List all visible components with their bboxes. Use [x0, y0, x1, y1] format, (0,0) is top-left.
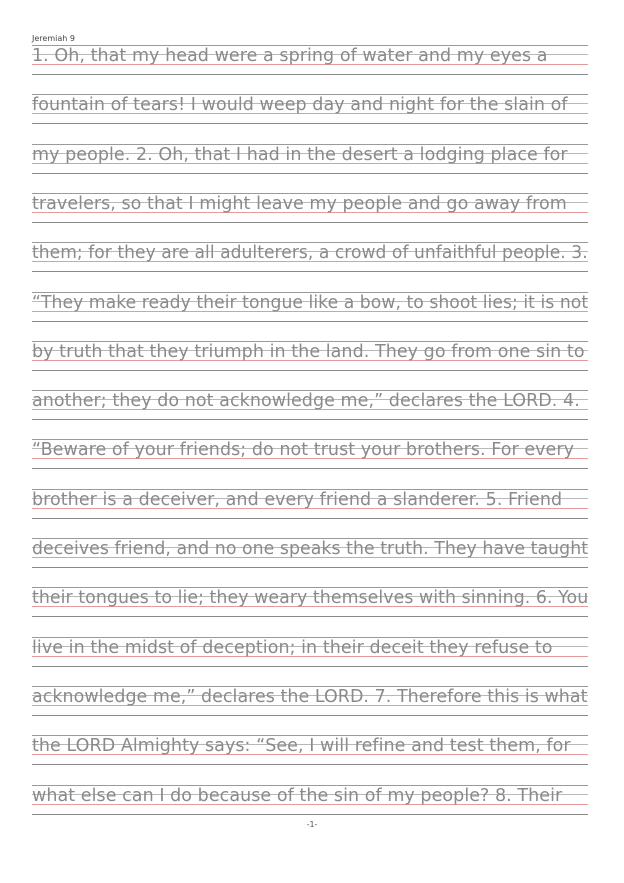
practice-line: [32, 341, 588, 371]
practice-line: [32, 538, 588, 568]
trace-text: them; for they are all adulterers, a crowd of unfaithful people. 3.: [32, 243, 588, 264]
trace-text: 1. Oh, that my head were a spring of water and my eyes a: [32, 46, 548, 66]
guide-rule: [32, 271, 588, 272]
guide-rule: [32, 74, 588, 75]
practice-line: [32, 489, 588, 519]
trace-text: travelers, so that I might leave my people and go away from: [32, 193, 567, 214]
practice-line: [32, 242, 588, 272]
practice-line: [32, 439, 588, 469]
trace-text: fountain of tears! I would weep day and night for the slain of: [32, 95, 568, 116]
trace-text: another; they do not acknowledge me,” declares the LORD. 4.: [32, 391, 580, 412]
practice-line: [32, 637, 588, 667]
trace-text: what else can I do because of the sin of my people? 8. Their: [32, 785, 563, 806]
practice-line: [32, 144, 588, 174]
guide-rule: [32, 715, 588, 716]
trace-text: their tongues to lie; they weary themselves with sinning. 6. You: [32, 588, 589, 609]
guide-rule: [32, 518, 588, 519]
guide-rule: [32, 814, 588, 815]
trace-text: acknowledge me,” declares the LORD. 7. Therefore this is what: [32, 686, 588, 707]
page-number: -1-: [306, 820, 318, 829]
guide-rule: [32, 764, 588, 765]
practice-line: [32, 193, 588, 223]
practice-line: [32, 45, 588, 75]
guide-rule: [32, 468, 588, 469]
practice-line: [32, 686, 588, 716]
guide-rule: [32, 123, 588, 124]
guide-rule: [32, 321, 588, 322]
guide-rule: [32, 173, 588, 174]
practice-line: [32, 785, 588, 815]
practice-line: [32, 587, 588, 617]
trace-text: brother is a deceiver, and every friend a slanderer. 5. Friend: [32, 489, 563, 510]
practice-line: [32, 94, 588, 124]
guide-rule: [32, 616, 588, 617]
practice-line: [32, 292, 588, 322]
trace-text: deceives friend, and no one speaks the truth. They have taught: [32, 539, 589, 559]
guide-rule: [32, 370, 588, 371]
practice-line: [32, 390, 588, 420]
trace-text: my people. 2. Oh, that I had in the desert a lodging place for: [32, 144, 568, 165]
trace-text: “Beware of your friends; do not trust your brothers. For every: [32, 440, 575, 461]
guide-rule: [32, 567, 588, 568]
trace-text: by truth that they triumph in the land. They go from one sin to: [32, 341, 585, 362]
practice-line: [32, 735, 588, 765]
trace-text: the LORD Almighty says: “See, I will refine and test them, for: [32, 736, 571, 757]
guide-rule: [32, 666, 588, 667]
guide-rule: [32, 222, 588, 223]
trace-text: live in the midst of deception; in their deceit they refuse to: [32, 637, 553, 658]
trace-text: “They make ready their tongue like a bow, to shoot lies; it is not: [32, 292, 589, 313]
guide-rule: [32, 419, 588, 420]
page-title: Jeremiah 9: [32, 34, 75, 43]
